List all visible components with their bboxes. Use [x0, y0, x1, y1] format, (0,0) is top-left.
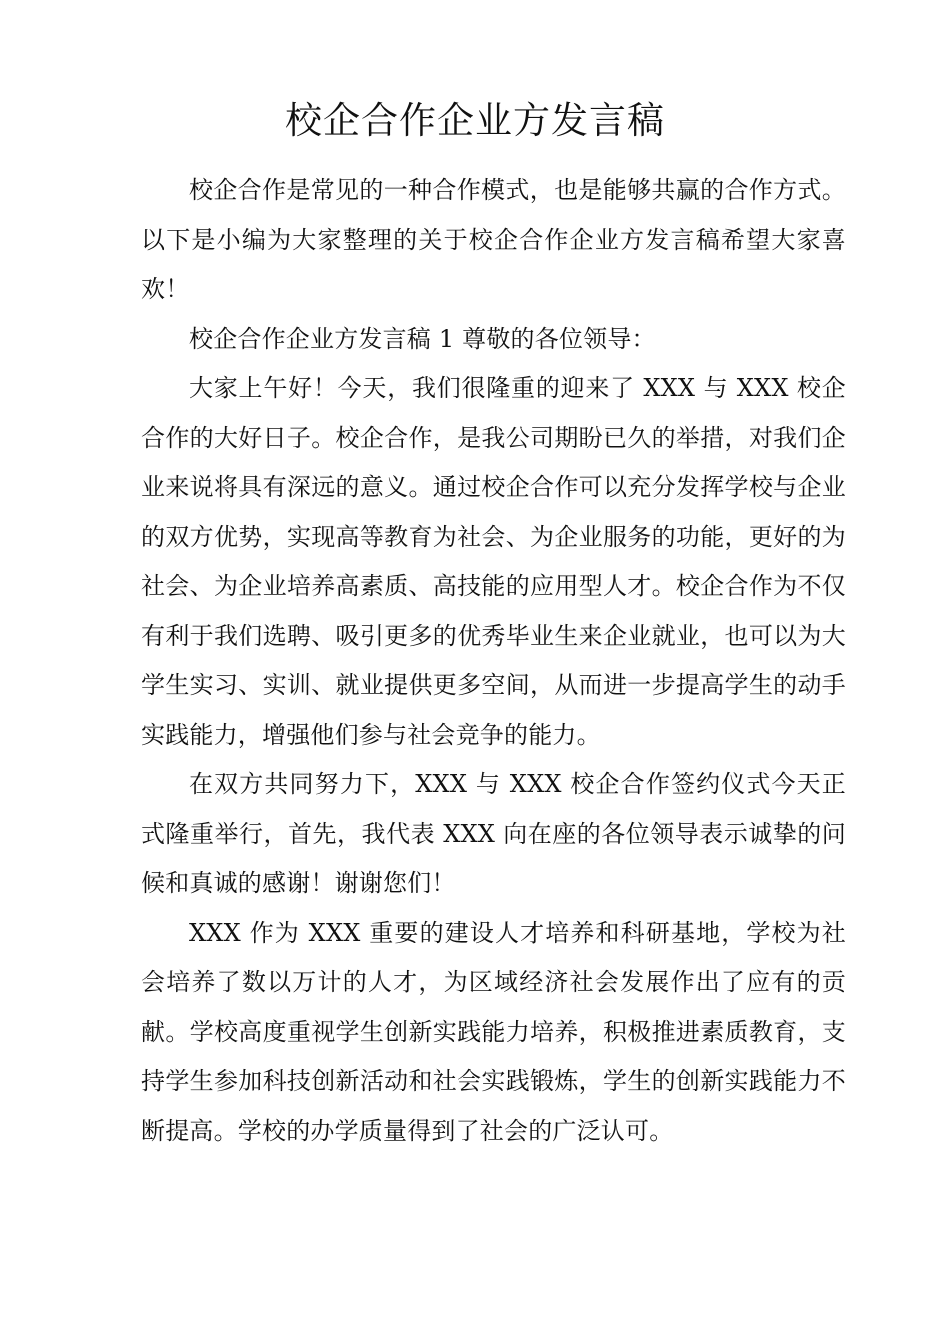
paragraph-greeting: 大家上午好！今天，我们很隆重的迎来了 XXX 与 XXX 校企合作的大好日子。校企合作，是我公司期盼已久的举措，对我们企业来说将具有深远的意义。通过校企合作可以充分发挥学校与企业的双方优势，实现高等教育为社会、为企业服务的功能，更好的为社会、为企业培养高素质、高技能的应用型人才。校企合作为不仅有利于我们选聘、吸引更多的优秀毕业生来企业就业，也可以为大学生实习、实训、就业提供更多空间，从而进一步提高学生的动手实践能力，增强他们参与社会竞争的能力。 — [141, 374, 846, 749]
paragraph-ceremony: 在双方共同努力下，XXX 与 XXX 校企合作签约仪式今天正式隆重举行，首先，我代表 XXX 向在座的各位领导表示诚挚的问候和真诚的感谢！谢谢您们！ — [141, 770, 846, 897]
document-body — [141, 166, 846, 1156]
paragraph-school: XXX 作为 XXX 重要的建设人才培养和科研基地，学校为社会培养了数以万计的人才，为区域经济社会发展作出了应有的贡献。学校高度重视学生创新实践能力培养，积极推进素质教育，支持学生参加科技创新活动和社会实践锻炼，学生的创新实践能力不断提高。学校的办学质量得到了社会的广泛认可。 — [141, 918, 846, 1145]
paragraph-heading-1: 校企合作企业方发言稿 1 尊敬的各位领导： — [189, 324, 656, 353]
paragraph-intro: 校企合作是常见的一种合作模式，也是能够共赢的合作方式。以下是小编为大家整理的关于校企合作企业方发言稿希望大家喜欢！ — [141, 176, 846, 303]
document-title: 校企合作企业方发言稿 — [285, 99, 665, 142]
